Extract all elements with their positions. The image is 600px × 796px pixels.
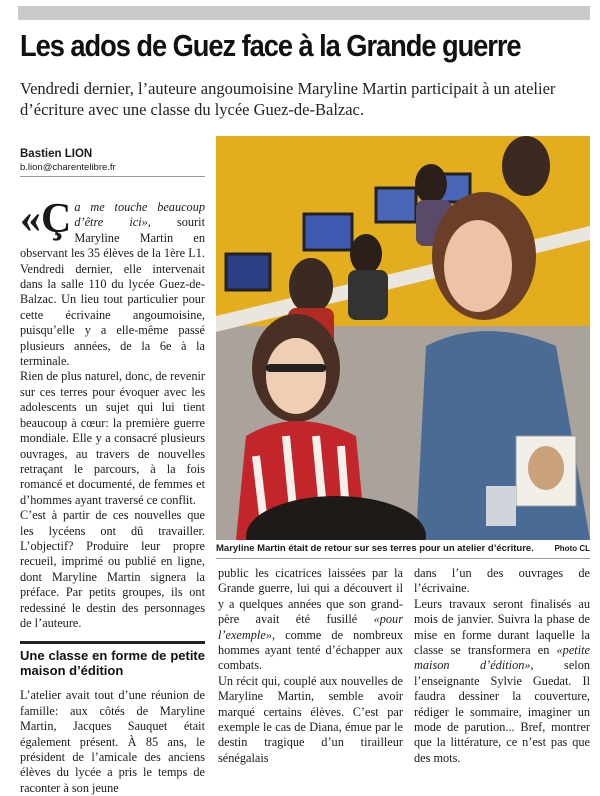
paragraph-text: , comme de nombreux hommes ayant tenté d’échapper aux combats. bbox=[218, 627, 403, 673]
caption-text: Maryline Martin était de retour sur ses terres pour un atelier d’écriture. bbox=[216, 543, 534, 554]
drop-cap: «Ç bbox=[20, 196, 72, 242]
paragraph-text: , sourit Maryline Martin en observant les 35 élèves de la 1ère L1. Vendredi dernier, elle intervenait dans la salle 110 du lycée Guez-de-Balzac. Un lieu tout particulier pour cette écrivaine angoumoisine, puisqu’elle y a elle-même passé plusieurs années, de la 6e à la terminale. bbox=[20, 215, 205, 369]
paragraph bbox=[218, 566, 403, 674]
article-lead: Vendredi dernier, l’auteure angoumoisine Maryline Martin participait à un atelier d’écriture avec une classe du lycée Guez-de-Balzac. bbox=[20, 79, 556, 119]
section-bar bbox=[18, 6, 590, 20]
byline bbox=[20, 148, 205, 177]
column-2 bbox=[218, 566, 403, 766]
paragraph-text: Leurs travaux seront finalisés au mois de janvier. Suivra la phase de mise en forme durant laquelle la classe se transformera en bbox=[414, 596, 590, 658]
photo-credit: Photo CL bbox=[554, 544, 590, 553]
quote-text: «petite maison d’édition» bbox=[414, 643, 590, 673]
subheading: Une classe en forme de petite maison d’édition bbox=[20, 641, 205, 678]
paragraph bbox=[20, 196, 205, 369]
quote-text: «pour l’exemple» bbox=[218, 612, 403, 642]
photo-illustration bbox=[216, 136, 590, 540]
headline: Les ados de Guez face à la Grande guerre bbox=[20, 28, 521, 63]
column-1 bbox=[20, 196, 205, 796]
article-photo bbox=[216, 136, 590, 540]
author-email[interactable]: b.lion@charentelibre.fr bbox=[20, 162, 116, 173]
paragraph: C’est à partir de ces nouvelles que les lycéens ont dû travailler. L’objectif? Produire leur propre recueil, imprimé ou publié en ligne, dont Maryline Martin signera la préface. Par petits groupes, ils ont redessiné le destin des personnages de l’auteure. bbox=[20, 508, 205, 630]
author-name: Bastien LION bbox=[20, 148, 93, 160]
photo-caption bbox=[216, 543, 590, 559]
paragraph-text: , selon l’enseignante Sylvie Guedat. Il faudra dessiner la couverture, rédiger le sommaire, imaginer un mode de parution... Bref, montrer que la littérature, ce n’est pas que des mots. bbox=[414, 658, 590, 765]
column-3 bbox=[414, 566, 590, 766]
paragraph: dans l’un des ouvrages de l’écrivaine. bbox=[414, 566, 590, 596]
paragraph-text: public les cicatrices laissées par la Grande guerre, lui qui a découvert il y a quelques années que son grand-père avait été fusillé bbox=[218, 566, 403, 627]
paragraph: Rien de plus naturel, donc, de revenir sur ces terres pour évoquer avec les adolescents un sujet qui lui tient beaucoup à cœur: la première guerre mondiale. Elle y a consacré plusieurs ouvrages, au travers de nouvelles retraçant le parcours, à la fois romancé et documenté, de femmes et d’hommes ayant traversé ce conflit. bbox=[20, 369, 205, 507]
paragraph bbox=[414, 597, 590, 766]
quote-text: a me touche beaucoup d’être ici» bbox=[74, 200, 205, 230]
paragraph: Un récit qui, couplé aux nouvelles de Maryline Martin, semble avoir marqué certains élèves. C’est par exemple le cas de Diana, émue par le destin tragique d’un tirailleur sénégalais bbox=[218, 673, 403, 765]
paragraph: L’atelier avait tout d’une réunion de famille: aux côtés de Maryline Martin, Jacques Sauquet était également présent. À 85 ans, le président de l’amicale des anciens élèves du lycée a pris le temps de raconter à son jeune bbox=[20, 688, 205, 795]
